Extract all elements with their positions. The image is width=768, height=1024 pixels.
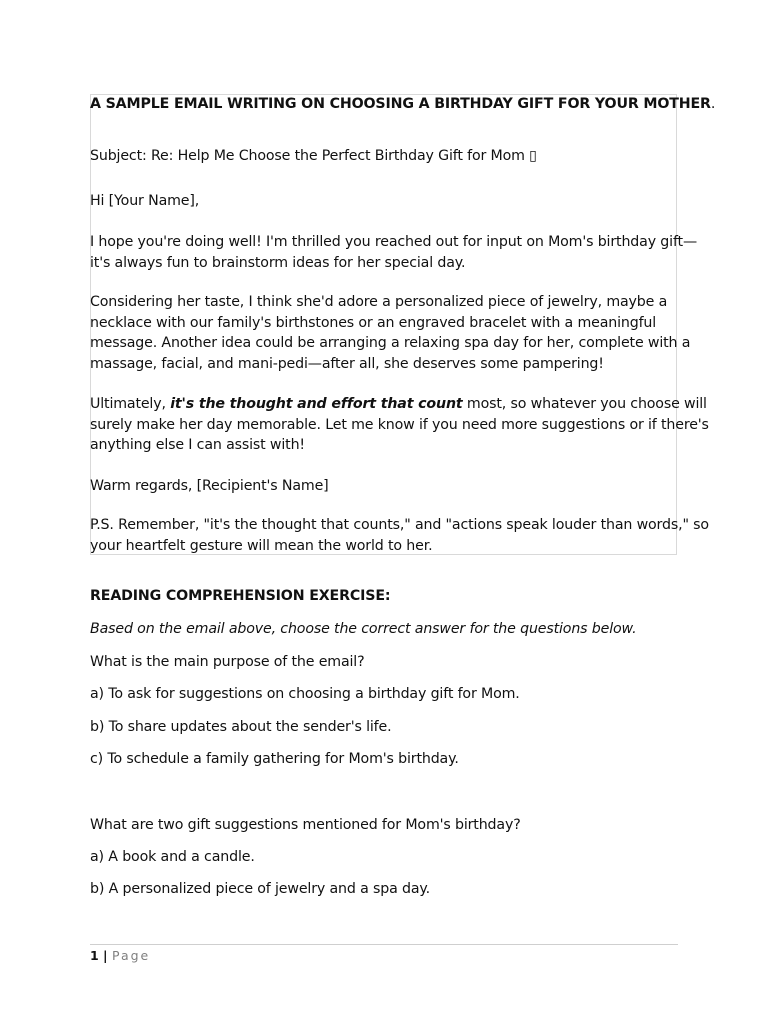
- email-paragraph-3-line-3: anything else I can assist with!: [90, 437, 305, 453]
- question-2-option-b: b) A personalized piece of jewelry and a spa day.: [90, 881, 430, 897]
- page-separator: |: [98, 948, 112, 963]
- email-paragraph-1-line-1: I hope you're doing well! I'm thrilled you reached out for input on Mom's birthday gift—: [90, 234, 697, 250]
- email-paragraph-3-lead: Ultimately,: [90, 396, 171, 412]
- email-subject: Subject: Re: Help Me Choose the Perfect Birthday Gift for Mom ▯: [90, 148, 537, 164]
- email-emphasis-phrase: it's the thought and effort that count: [170, 396, 463, 412]
- footer-divider: [90, 944, 678, 945]
- page-number: 1: [90, 948, 99, 963]
- email-paragraph-2: [90, 292, 691, 374]
- question-2-option-a: a) A book and a candle.: [90, 849, 255, 865]
- email-paragraph-3-line-2: surely make her day memorable. Let me know if you need more suggestions or if there's: [90, 416, 709, 433]
- email-postscript-line-2: your heartfelt gesture will mean the world to her.: [90, 537, 433, 554]
- email-paragraph-1: [90, 232, 697, 273]
- email-closing: Warm regards, [Recipient's Name]: [90, 478, 329, 494]
- question-1-option-a: a) To ask for suggestions on choosing a birthday gift for Mom.: [90, 686, 520, 702]
- email-paragraph-3-line-1: [90, 394, 707, 415]
- exercise-heading: READING COMPREHENSION EXERCISE:: [90, 588, 391, 604]
- question-1-option-c: c) To schedule a family gathering for Mom's birthday.: [90, 751, 459, 767]
- email-paragraph-3: [90, 394, 709, 456]
- email-heading-period: .: [710, 96, 716, 112]
- email-paragraph-1-line-2: it's always fun to brainstorm ideas for her special day.: [90, 254, 466, 271]
- email-postscript-line-1: P.S. Remember, "it's the thought that counts," and "actions speak louder than words," so: [90, 517, 709, 533]
- email-heading: [90, 94, 715, 115]
- email-paragraph-2-line-3: message. Another idea could be arranging a relaxing spa day for her, complete with a: [90, 335, 691, 351]
- email-paragraph-2-line-1: Considering her taste, I think she'd adore a personalized piece of jewelry, maybe a: [90, 294, 668, 310]
- email-paragraph-3-tail: most, so whatever you choose will: [462, 396, 707, 412]
- question-1-option-b: b) To share updates about the sender's life.: [90, 719, 392, 735]
- email-heading-text: A SAMPLE EMAIL WRITING ON CHOOSING A BIRTHDAY GIFT FOR YOUR MOTHER: [90, 96, 711, 112]
- exercise-instruction: Based on the email above, choose the correct answer for the questions below.: [90, 621, 637, 637]
- email-paragraph-2-line-4: massage, facial, and mani-pedi—after all, she deserves some pampering!: [90, 355, 604, 372]
- email-greeting: Hi [Your Name],: [90, 193, 200, 209]
- email-paragraph-2-line-2: necklace with our family's birthstones or an engraved bracelet with a meaningful: [90, 314, 657, 331]
- page-label: Page: [111, 948, 151, 963]
- email-postscript: [90, 515, 709, 556]
- question-1: What is the main purpose of the email?: [90, 654, 365, 670]
- question-2: What are two gift suggestions mentioned for Mom's birthday?: [90, 817, 521, 833]
- page-footer: [90, 948, 150, 964]
